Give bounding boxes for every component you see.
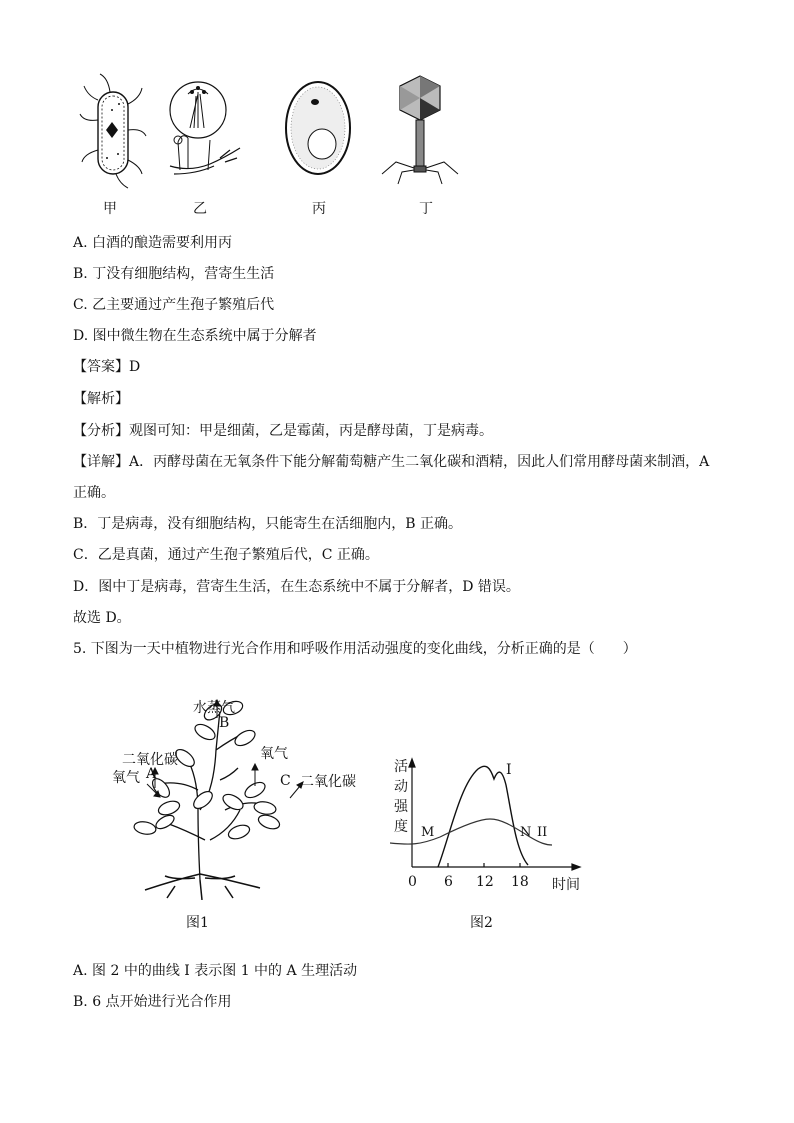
fig2-caption: 图2 xyxy=(470,915,493,931)
label-A: A xyxy=(146,766,157,782)
yeast-icon xyxy=(286,82,350,174)
tick-18: 18 xyxy=(511,874,529,890)
curve-I xyxy=(438,766,528,867)
point-M: M xyxy=(421,825,435,840)
curve-II-label: II xyxy=(537,825,548,840)
q4-option-a: A. 白酒的酿造需要利用丙 xyxy=(73,235,233,251)
q4-answer: 【答案】D xyxy=(73,359,141,375)
q4-detail-1: 【详解】A．丙酵母菌在无氧条件下能分解葡萄糖产生二氧化碳和酒精，因此人们常用酵母菌来制酒，A xyxy=(73,454,710,470)
tick-0: 0 xyxy=(408,874,417,890)
axes xyxy=(409,759,580,870)
q4-detail-4: D．图中丁是病毒，营寄生生活，在生态系统中不属于分解者，D 错误。 xyxy=(73,579,520,595)
q4-detail-1b: 正确。 xyxy=(73,485,115,501)
q4-analysis: 【分析】观图可知：甲是细菌，乙是霉菌，丙是酵母菌，丁是病毒。 xyxy=(73,423,493,439)
label-B: B xyxy=(219,715,230,731)
ylabel-char: 动 xyxy=(394,779,408,795)
curve-I-label: I xyxy=(506,762,512,778)
bacterium-icon xyxy=(80,74,146,188)
fig2-ylabel xyxy=(394,757,410,837)
q5-option-b: B. 6 点开始进行光合作用 xyxy=(73,994,232,1010)
fig1-caption: 图1 xyxy=(186,915,209,931)
label-ding: 丁 xyxy=(419,201,433,217)
label-o2-right: 氧气 xyxy=(260,746,288,762)
label-yi: 乙 xyxy=(193,201,207,217)
ylabel-char: 强 xyxy=(394,799,408,815)
label-co2-left: 二氧化碳 xyxy=(122,752,178,768)
virus-icon xyxy=(382,76,458,184)
label-C: C xyxy=(280,773,291,789)
q5-option-a: A. 图 2 中的曲线 I 表示图 1 中的 A 生理活动 xyxy=(73,963,358,979)
q4-option-c: C. 乙主要通过产生孢子繁殖后代 xyxy=(73,297,275,313)
tick-6: 6 xyxy=(444,874,453,890)
label-jia: 甲 xyxy=(103,201,117,217)
point-N: N xyxy=(520,825,532,840)
microorganism-figure xyxy=(70,70,490,190)
fig2-xlabel: 时间 xyxy=(552,877,580,893)
q4-detail-3: C．乙是真菌，通过产生孢子繁殖后代，C 正确。 xyxy=(73,547,379,563)
q4-option-d: D. 图中微生物在生态系统中属于分解者 xyxy=(73,328,317,344)
mold-icon xyxy=(170,82,240,174)
label-bing: 丙 xyxy=(312,201,326,217)
q4-detail-2: B．丁是病毒，没有细胞结构，只能寄生在活细胞内，B 正确。 xyxy=(73,516,463,532)
tick-12: 12 xyxy=(476,874,494,890)
ylabel-char: 度 xyxy=(394,819,408,835)
q4-analysis-header: 【解析】 xyxy=(73,391,129,407)
label-water-vapor: 水蒸气 xyxy=(193,700,235,716)
plant-figure xyxy=(105,690,375,900)
ylabel-char: 活 xyxy=(394,759,408,775)
q4-conclusion: 故选 D。 xyxy=(73,610,131,626)
label-co2-right: 二氧化碳 xyxy=(300,774,356,790)
label-o2-left: 氧气 xyxy=(112,770,140,786)
q4-option-b: B. 丁没有细胞结构，营寄生生活 xyxy=(73,266,275,282)
q5-stem: 5. 下图为一天中植物进行光合作用和呼吸作用活动强度的变化曲线，分析正确的是（ ） xyxy=(73,641,637,657)
